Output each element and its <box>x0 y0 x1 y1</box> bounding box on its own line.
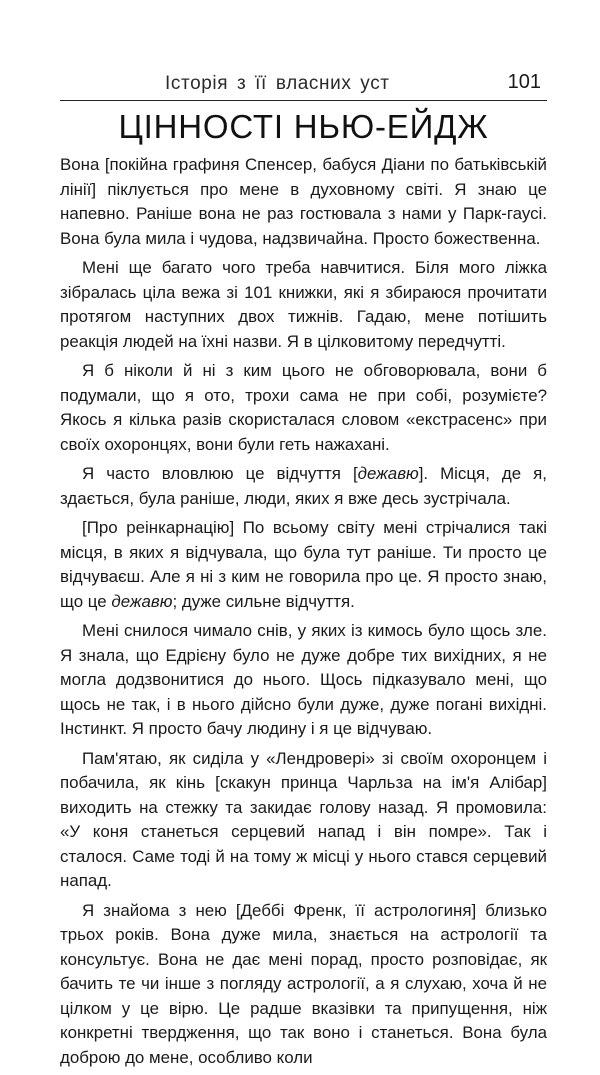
italic-term: дежавю <box>357 464 419 483</box>
paragraph-text: Мені снилося чимало снів, у яких із кимось було щось зле. Я знала, що Едрієну було не дуже добре тих вихідних, я не могла додзвонитися до нього. Щось підказувало мені, що щось не так, і в нього дійсно були дуже, дуже погані вихідні. Інстинкт. Я просто бачу людину і я це відчуваю. <box>60 621 547 738</box>
paragraph-text: Я б ніколи й ні з ким цього не обговорювала, вони б подумали, що я ото, трохи сама не при собі, розумієте? Якось я кілька разів скористалася словом «екстрасенс» при своїх охоронцях, вони були геть нажахані. <box>60 361 547 454</box>
paragraph-text: Мені ще багато чого треба навчитися. Біля мого ліжка зібралась ціла вежа зі 101 книжки, які я збираюся прочитати протягом наступних двох тижнів. Гадаю, мене потішить реакція людей на їхні назви. Я в цілковитому передчутті. <box>60 258 547 351</box>
paragraph-text: ; дуже сильне відчуття. <box>172 591 355 611</box>
paragraph-text: ]. Місця, де я, здається, була раніше, люди, яких я вже десь зустрічала. <box>60 464 547 508</box>
paragraph <box>60 516 547 614</box>
chapter-title: ЦІННОСТІ НЬЮ-ЕЙДЖ <box>118 108 489 145</box>
paragraph <box>60 359 547 457</box>
paragraph <box>60 153 547 251</box>
paragraph <box>60 462 547 511</box>
italic-term: дежавю <box>111 591 173 611</box>
paragraph-text: Пам'ятаю, як сиділа у «Лендровері» зі своїм охоронцем і побачила, як кінь [скакун принца Чарльза на ім'я Алібар] виходить на стежку та закидає голову назад. Я промовила: «У коня станеться серцевий напад і він помре». Так і сталося. Саме тоді й на тому ж місці у нього стався серцевий напад. <box>60 748 547 890</box>
paragraph <box>60 747 547 894</box>
running-header <box>60 70 547 101</box>
paragraph <box>60 256 547 354</box>
body-text <box>60 153 547 1075</box>
running-title: Історія з її власних уст <box>165 73 390 94</box>
book-page <box>60 0 547 1067</box>
paragraph-text: Я часто вловлюю це відчуття [ <box>82 464 358 483</box>
page-number: 101 <box>507 71 541 93</box>
paragraph <box>60 899 547 1071</box>
paragraph-text: Я знайома з нею [Деббі Френк, її астрологиня] близько трьох років. Вона дуже мила, знається на астрології та консультує. Вона не дає мені порад, просто розповідає, як бачить те чи інше з погляду астрології, а я слухаю, хоча й не цілком у це вірю. Це радше вказівки та припущення, ніж конкретні твердження, що так воно і станеться. Вона була доброю до мене, особливо коли <box>60 900 547 1067</box>
paragraph-text: Вона [покійна графиня Спенсер, бабуся Діани по батьківській лінії] піклується про мене в духовному світі. Я знаю це напевно. Раніше вона не раз гостювала з нами у Парк-гаусі. Вона була мила і чудова, надзвичайна. Просто божественна. <box>60 155 547 248</box>
paragraph-text: [Про реінкарнацію] По всьому світу мені стрічалися такі місця, в яких я відчувала, що була тут раніше. Ти просто це відчуваєш. Але я ні з ким не говорила про це. Я просто знаю, що це <box>60 518 547 611</box>
paragraph <box>60 619 547 742</box>
